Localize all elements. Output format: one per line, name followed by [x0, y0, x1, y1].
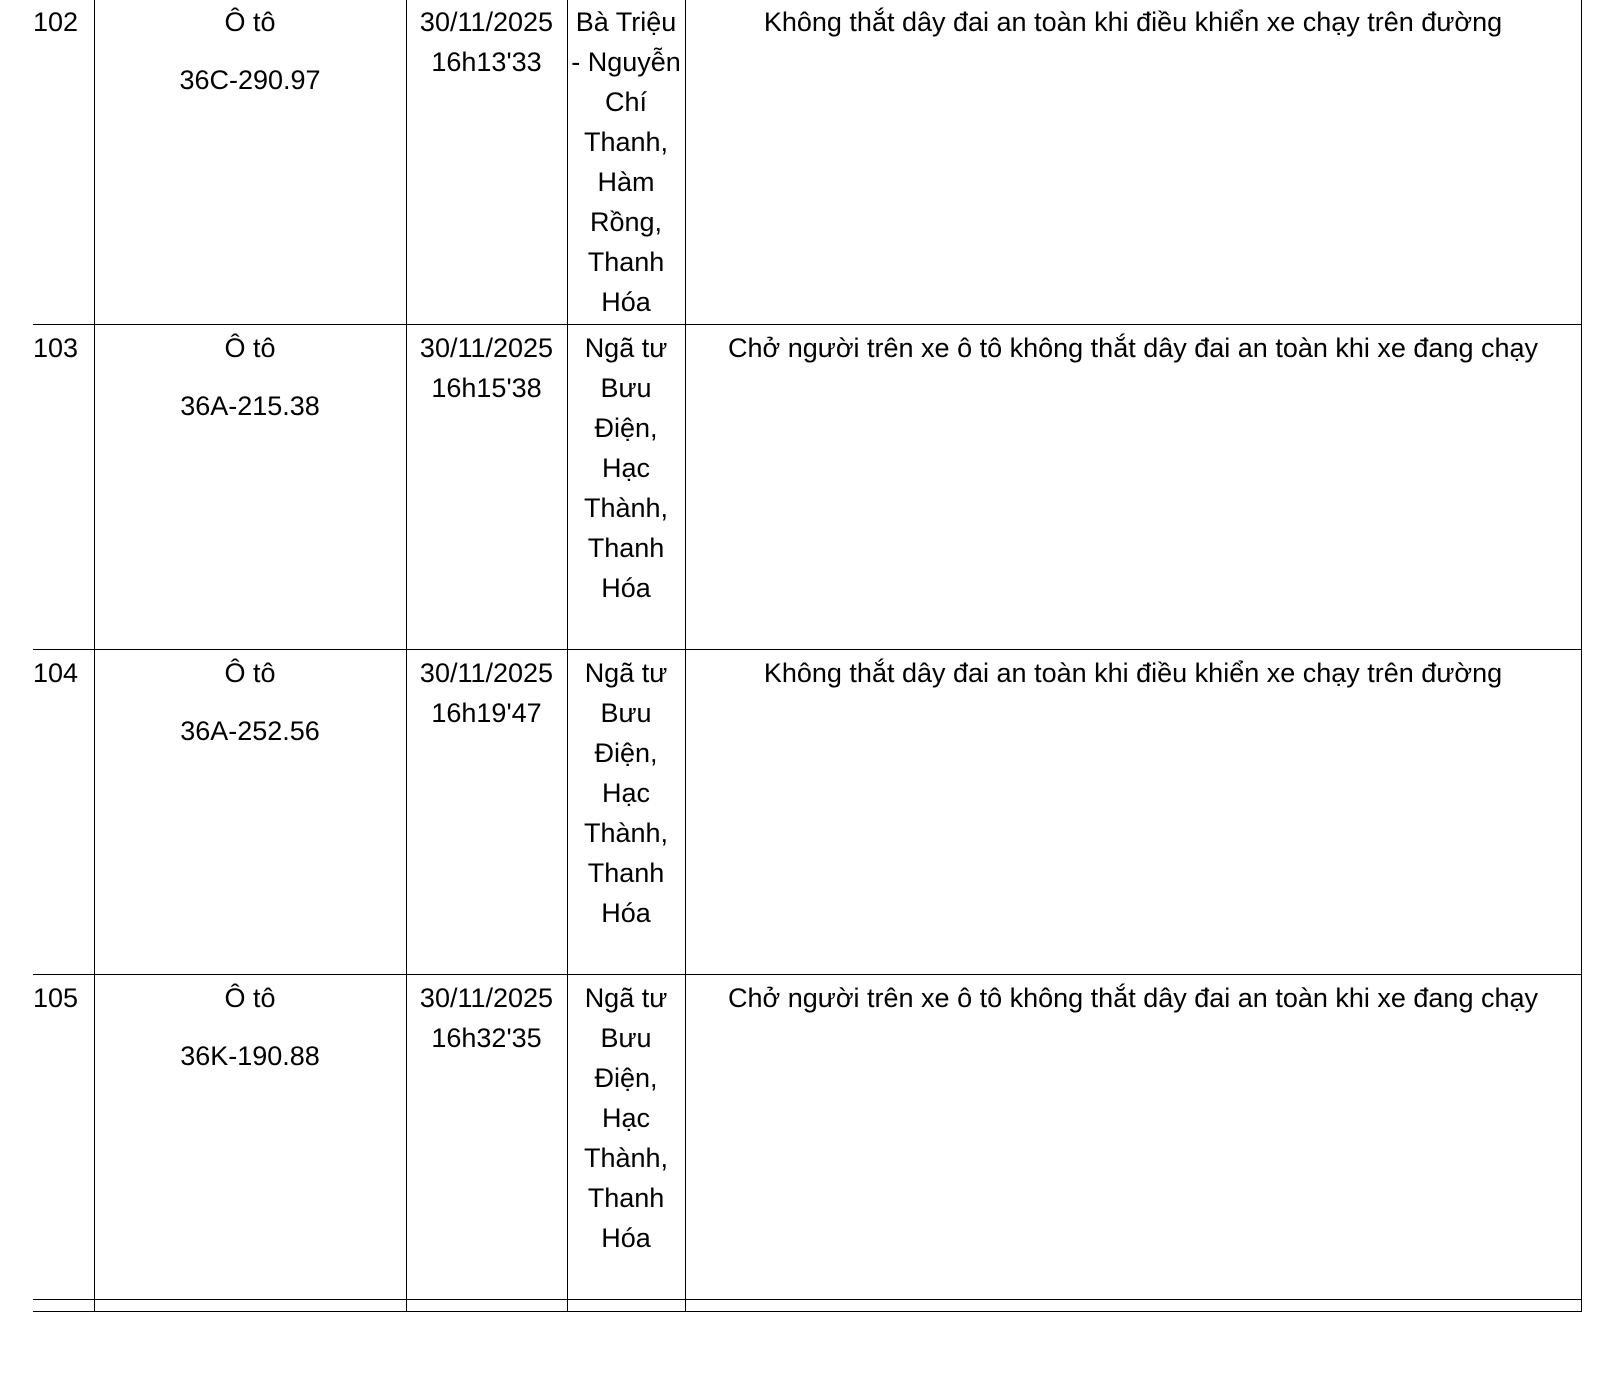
table-row	[33, 974, 1581, 1299]
license-plate: 36K-190.88	[180, 1040, 320, 1071]
datetime-cell	[406, 324, 567, 649]
row-number: 105	[33, 974, 94, 1299]
row-number: 102	[33, 0, 94, 324]
violation-date: 30/11/2025	[419, 332, 554, 363]
violation-cell: Không thắt dây đai an toàn khi điều khiển xe chạy trên đường	[685, 649, 1581, 974]
license-plate: 36A-215.38	[180, 390, 320, 421]
location-cell: Ngã tư Bưu Điện, Hạc Thành, Thanh Hóa	[567, 974, 685, 1299]
datetime-cell	[406, 974, 567, 1299]
location-cell: Ngã tư Bưu Điện, Hạc Thành, Thanh Hóa	[567, 649, 685, 974]
vehicle-cell	[94, 649, 406, 974]
violation-time: 16h32'35	[431, 1022, 542, 1053]
violation-date: 30/11/2025	[419, 657, 554, 688]
violation-time: 16h19'47	[431, 697, 542, 728]
table-cell-empty	[685, 1299, 1581, 1311]
violation-cell: Không thắt dây đai an toàn khi điều khiển xe chạy trên đường	[685, 0, 1581, 324]
vehicle-type: Ô tô	[224, 332, 276, 363]
datetime-cell	[406, 0, 567, 324]
location-cell: Ngã tư Bưu Điện, Hạc Thành, Thanh Hóa	[567, 324, 685, 649]
violation-date: 30/11/2025	[419, 982, 554, 1013]
table-cell-empty	[94, 1299, 406, 1311]
license-plate: 36C-290.97	[179, 65, 321, 95]
violation-cell: Chở người trên xe ô tô không thắt dây đai an toàn khi xe đang chạy	[685, 974, 1581, 1299]
violation-date: 30/11/2025	[419, 7, 554, 37]
table-row	[33, 0, 1581, 324]
datetime-cell	[406, 649, 567, 974]
vehicle-type: Ô tô	[224, 982, 276, 1013]
table-row	[33, 324, 1581, 649]
location-cell: Bà Triệu - Nguyễn Chí Thanh, Hàm Rồng, Thanh Hóa	[567, 0, 685, 324]
vehicle-cell	[94, 974, 406, 1299]
violation-cell: Chở người trên xe ô tô không thắt dây đai an toàn khi xe đang chạy	[685, 324, 1581, 649]
row-number: 104	[33, 649, 94, 974]
vehicle-cell	[94, 0, 406, 324]
table-row-partial	[33, 1299, 1581, 1311]
violation-time: 16h13'33	[431, 47, 542, 77]
vehicle-type: Ô tô	[224, 657, 276, 688]
vehicle-cell	[94, 324, 406, 649]
license-plate: 36A-252.56	[180, 715, 320, 746]
vehicle-type: Ô tô	[224, 7, 276, 37]
table-cell-empty	[33, 1299, 94, 1311]
table-cell-empty	[406, 1299, 567, 1311]
row-number: 103	[33, 324, 94, 649]
table-row	[33, 649, 1581, 974]
violations-table	[33, 0, 1582, 1312]
violation-time: 16h15'38	[431, 372, 542, 403]
table-cell-empty	[567, 1299, 685, 1311]
